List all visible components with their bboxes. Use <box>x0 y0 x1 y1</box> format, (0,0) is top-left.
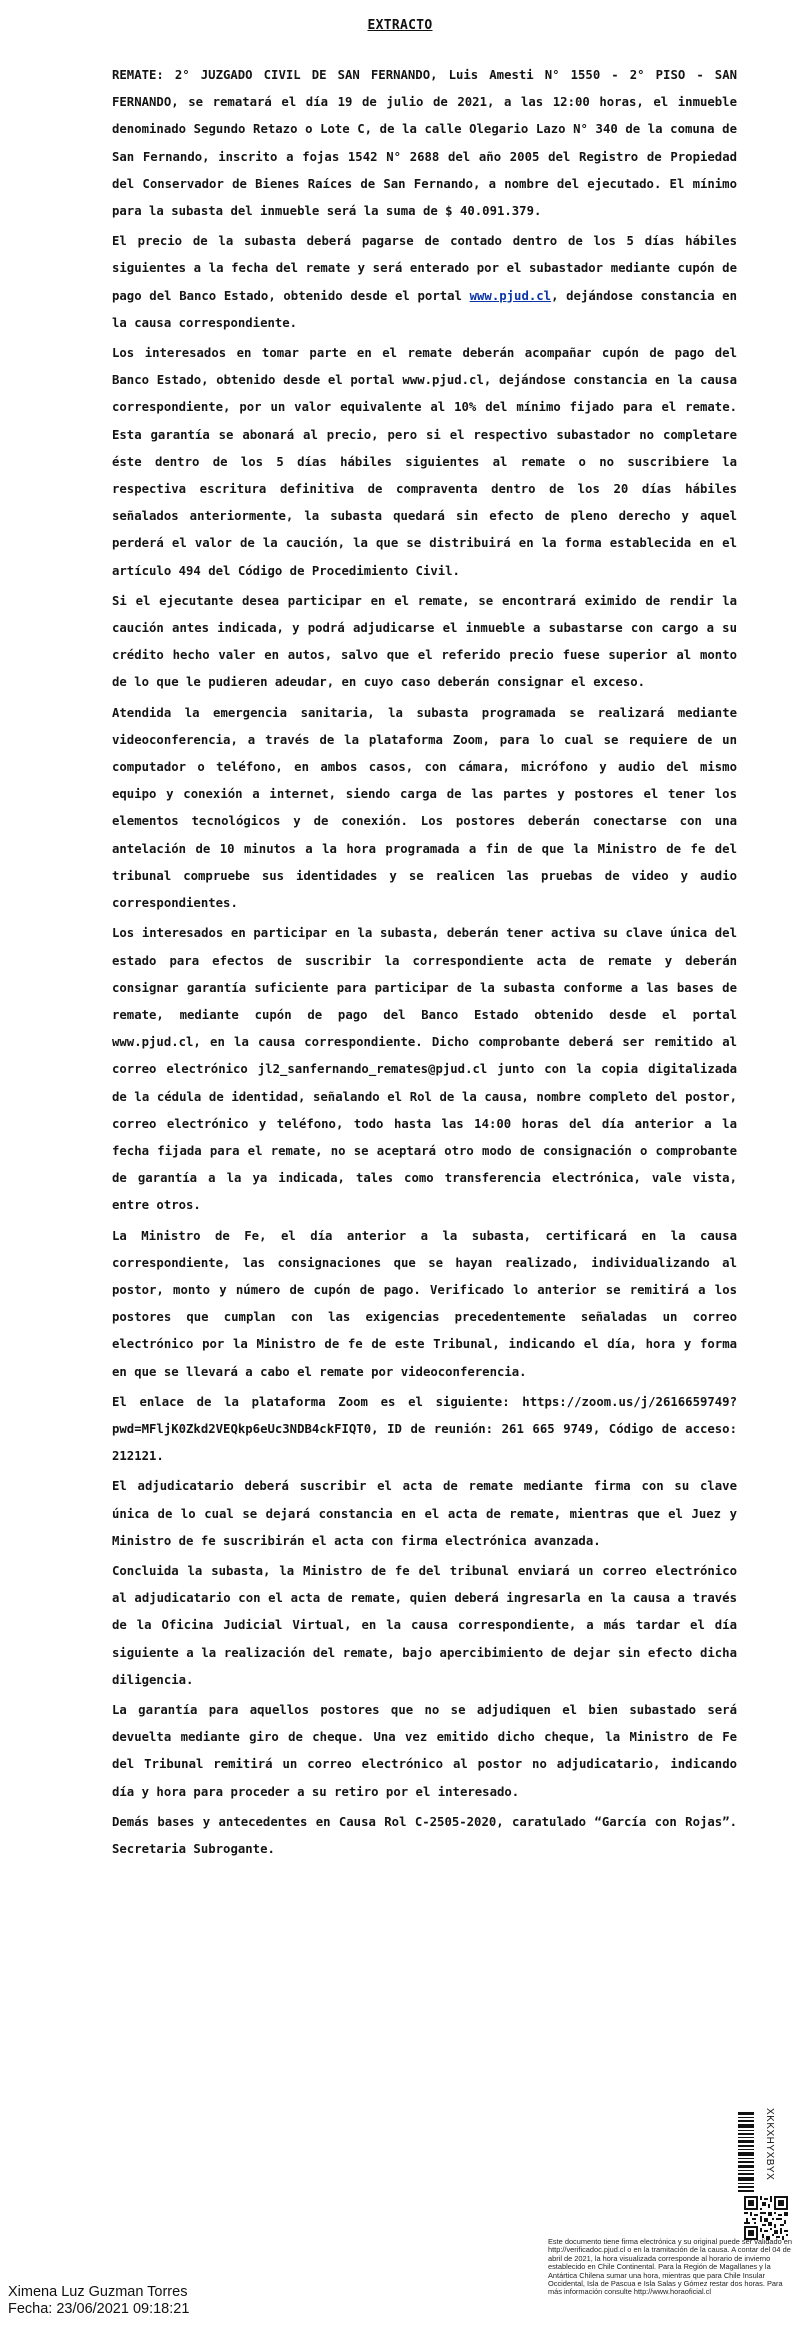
paragraph-precio-text-end: , dejándose constancia en la causa correspondiente. <box>112 288 737 330</box>
paragraph-interesados: Los interesados en participar en la subasta, deberán tener activa su clave única del estado para efectos de suscribir la correspondiente acta de remate y deberán consignar garantía suficiente para participar de la subasta conforme a las bases de remate, mediante cupón de pago del Banco Estado obtenido desde el portal www.pjud.cl, en la causa correspondiente. Dicho comprobante deberá ser remitido al correo electrónico jl2_sanfernando_remates@pjud.cl junto con la copia digitalizada de la cédula de identidad, señalando el Rol de la causa, nombre completo del postor, correo electrónico y teléfono, todo hasta las 14:00 horas del día anterior a la fecha fijada para el remate, no se aceptará otro modo de consignación o comprobante de garantía a la ya indicada, tales como transferencia electrónica, vale vista, entre otros. <box>112 926 737 1213</box>
paragraph-videoconferencia: Atendida la emergencia sanitaria, la subasta programada se realizará mediante videoconferencia, a través de la plataforma Zoom, para lo cual se requiere de un computador o teléfono, en ambos casos, con cámara, micrófono y audio del mismo equipo y conexión a internet, siendo carga de las partes y postores el tener los elementos tecnológicos y de conexión. Los postores deberán conectarse con una antelación de 10 minutos a la hora programada a fin de que la Ministro de fe del tribunal compruebe sus identidades y se realicen las pruebas de video y audio correspondientes. <box>112 705 737 911</box>
document-title: EXTRACTO <box>367 18 433 33</box>
paragraph-ejecutante: Si el ejecutante desea participar en el remate, se encontrará eximido de rendir la caución antes indicada, y podrá adjudicarse el inmueble a subastarse con cargo a su crédito hecho valer en autos, salvo que el referido precio fuese superior al monto de lo que le pudieren adeudar, en cuyo caso deberán consignar el exceso. <box>112 593 737 690</box>
paragraph-bases: Demás bases y antecedentes en Causa Rol C-2505-2020, caratulado “García con Rojas”. Secretaria Subrogante. <box>112 1814 737 1856</box>
signer-name: Ximena Luz Guzman Torres <box>8 2284 188 2300</box>
signature-block <box>8 2284 189 2318</box>
paragraph-ministro-fe: La Ministro de Fe, el día anterior a la subasta, certificará en la causa correspondiente, las consignaciones que se hayan realizado, individualizando al postor, monto y número de cupón de pago. Verificado lo anterior se remitirá a los postores que cumplan con las exigencias precedentemente señaladas un correo electrónico por la Ministro de fe de este Tribunal, indicando el día, hora y forma en que se llevará a cabo el remate por videoconferencia. <box>112 1228 737 1379</box>
qr-code-icon <box>744 2196 788 2240</box>
verification-note: Este documento tiene firma electrónica y su original puede ser validado en http://verificadoc.pjud.cl o en la tramitación de la causa. A contar del 04 de abril de 2021, la hora visualizada corresponde al horario de invierno establecido en Chile Continental. Para la Región de Magallanes y la Antártica Chilena sumar una hora, mientras que para Chile Insular Occidental, Isla de Pascua e Isla Salas y Gómez restar dos horas. Para más información consulte http://www.horaoficial.cl <box>548 2237 793 2297</box>
barcode-icon <box>738 2112 754 2192</box>
signature-date: Fecha: 23/06/2021 09:18:21 <box>8 2301 190 2317</box>
paragraph-garantia: Los interesados en tomar parte en el remate deberán acompañar cupón de pago del Banco Estado, obtenido desde el portal www.pjud.cl, dejándose constancia en la causa correspondiente, por un valor equivalente al 10% del mínimo fijado para el remate. Esta garantía se abonará al precio, pero si el respectivo subastador no completare éste dentro de los 5 días hábiles siguientes al remate o no suscribiere la respectiva escritura definitiva de compraventa dentro de los 20 días hábiles señalados anteriormente, la subasta quedará sin efecto de pleno derecho y aquel perderá el valor de la caución, la que se distribuirá en la forma establecida en el artículo 494 del Código de Procedimiento Civil. <box>112 346 737 578</box>
paragraph-precio-text: El precio de la subasta deberá pagarse de contado dentro de los 5 días hábiles siguientes a la fecha del remate y será enterado por el subastador mediante cupón de pago del Banco Estado, obtenido desde el portal <box>112 234 737 303</box>
paragraph-zoom-link: El enlace de la plataforma Zoom es el siguiente: https://zoom.us/j/2616659749?pwd=MFljK0Zkd2VEQkp6eUc3NDB4ckFIQT0, ID de reunión: 261 665 9749, Código de acceso: 212121. <box>112 1394 737 1464</box>
verification-code: XKKXHYXBYX <box>764 2108 775 2181</box>
paragraph-adjudicatario: El adjudicatario deberá suscribir el acta de remate mediante firma con su clave única de lo cual se dejará constancia en el acta de remate, mientras que el Juez y Ministro de fe suscribirán el acta con firma electrónica avanzada. <box>112 1479 737 1548</box>
paragraph-devolucion: La garantía para aquellos postores que no se adjudiquen el bien subastado será devuelta mediante giro de cheque. Una vez emitido dicho cheque, la Ministro de Fe del Tribunal remitirá un correo electrónico al postor no adjudicatario, indicando día y hora para proceder a su retiro por el interesado. <box>112 1702 737 1799</box>
pjud-link[interactable]: www.pjud.cl <box>469 288 552 303</box>
document-body <box>112 62 737 1866</box>
paragraph-remate: REMATE: 2° JUZGADO CIVIL DE SAN FERNANDO, Luis Amesti N° 1550 - 2° PISO - SAN FERNANDO, se rematará el día 19 de julio de 2021, a las 12:00 horas, el inmueble denominado Segundo Retazo o Lote C, de la calle Olegario Lazo N° 340 de la comuna de San Fernando, inscrito a fojas 1542 N° 2688 del año 2005 del Registro de Propiedad del Conservador de Bienes Raíces de San Fernando, a nombre del ejecutado. El mínimo para la subasta del inmueble será la suma de $ 40.091.379. <box>112 68 737 219</box>
paragraph-precio <box>112 228 737 337</box>
paragraph-concluida: Concluida la subasta, la Ministro de fe del tribunal enviará un correo electrónico al adjudicatario con el acta de remate, quien deberá ingresarla en la causa a través de la Oficina Judicial Virtual, en la causa correspondiente, a más tardar el día siguiente a la realización del remate, bajo apercibimiento de dejar sin efecto dicha diligencia. <box>112 1563 737 1687</box>
